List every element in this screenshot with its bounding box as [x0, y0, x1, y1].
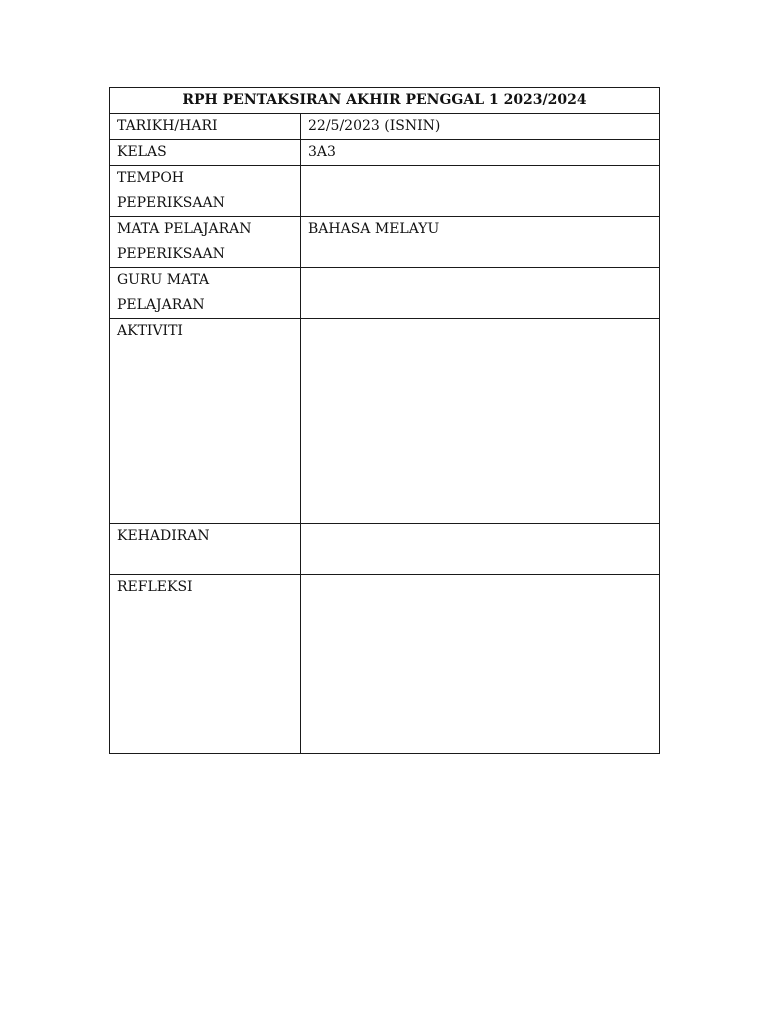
- row-value-guru-mata-pelajaran: [301, 268, 660, 319]
- row-label-refleksi: REFLEKSI: [110, 575, 301, 754]
- row-label-tarikh-hari: TARIKH/HARI: [110, 114, 301, 140]
- row-label-tempoh-peperiksaan: TEMPOH PEPERIKSAAN: [110, 166, 301, 217]
- row-label-mata-pelajaran-line2: PEPERIKSAAN: [117, 246, 225, 262]
- row-label-kehadiran: KEHADIRAN: [110, 524, 301, 575]
- row-label-aktiviti: AKTIVITI: [110, 319, 301, 524]
- row-value-tarikh-hari: 22/5/2023 (ISNIN): [301, 114, 660, 140]
- row-value-tempoh-peperiksaan: [301, 166, 660, 217]
- table-row: [110, 140, 660, 166]
- rph-form-table: [109, 87, 660, 754]
- table-row: [110, 114, 660, 140]
- row-value-mata-pelajaran: BAHASA MELAYU: [301, 217, 660, 268]
- row-label-mata-pelajaran-line1: MATA PELAJARAN: [117, 221, 252, 237]
- row-label-guru-mata-pelajaran: GURU MATA PELAJARAN: [110, 268, 301, 319]
- title-row: [110, 88, 660, 114]
- row-value-refleksi: [301, 575, 660, 754]
- row-value-aktiviti: [301, 319, 660, 524]
- table-row: [110, 217, 660, 268]
- row-label-mata-pelajaran: [110, 217, 301, 268]
- table-row: [110, 319, 660, 524]
- document-title: RPH PENTAKSIRAN AKHIR PENGGAL 1 2023/2024: [110, 88, 660, 114]
- row-value-kehadiran: [301, 524, 660, 575]
- table-row: [110, 524, 660, 575]
- row-value-kelas: 3A3: [301, 140, 660, 166]
- row-label-kelas: KELAS: [110, 140, 301, 166]
- table-row: [110, 268, 660, 319]
- table-row: [110, 575, 660, 754]
- table-row: [110, 166, 660, 217]
